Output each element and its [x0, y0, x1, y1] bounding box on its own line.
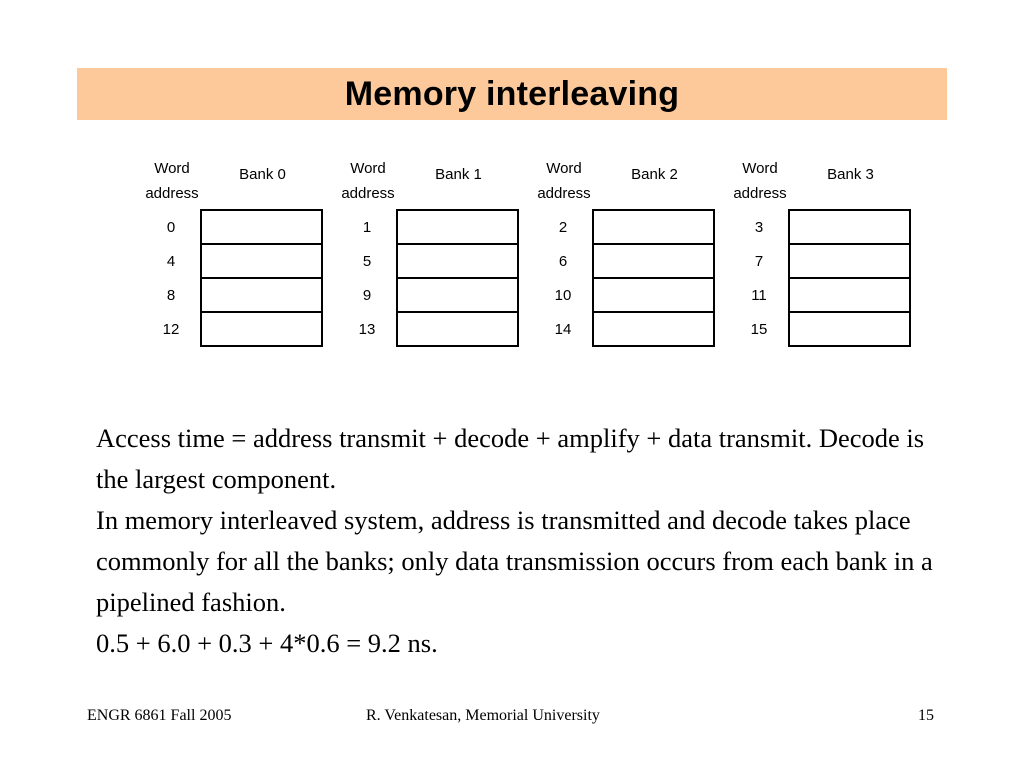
bank-3 — [728, 156, 908, 356]
memory-cell — [790, 279, 909, 313]
bank-cells — [396, 209, 519, 347]
footer-course: ENGR 6861 Fall 2005 — [87, 707, 232, 724]
word-label: Word — [742, 160, 778, 177]
word-address: 8 — [166, 287, 176, 304]
title-band — [77, 68, 947, 120]
memory-cell — [790, 211, 909, 245]
interleaved-system-paragraph: In memory interleaved system, address is transmitted and decode takes place commonly for all the banks; only data transmission occurs from each bank in a pipelined fashion. — [96, 505, 933, 617]
word-address-header — [728, 156, 792, 206]
word-label: Word — [546, 160, 582, 177]
address-label: address — [145, 185, 199, 202]
bank-label: Bank 2 — [631, 166, 678, 183]
bank-1 — [336, 156, 516, 356]
bank-cells — [592, 209, 715, 347]
bank-2 — [532, 156, 712, 356]
word-address: 0 — [166, 219, 176, 236]
interleaving-diagram — [140, 156, 930, 356]
slide-title: Memory interleaving — [344, 74, 680, 113]
address-label: address — [733, 185, 787, 202]
memory-cell — [594, 279, 713, 313]
bank-label: Bank 1 — [435, 166, 482, 183]
memory-cell — [398, 279, 517, 313]
bank-label: Bank 3 — [827, 166, 874, 183]
word-address: 13 — [358, 321, 376, 338]
slide-body — [96, 418, 936, 664]
memory-cell — [202, 211, 321, 245]
word-address-header — [336, 156, 400, 206]
word-address: 1 — [362, 219, 372, 236]
page-number: 15 — [918, 707, 934, 724]
bank-label: Bank 0 — [239, 166, 286, 183]
word-address: 9 — [362, 287, 372, 304]
word-address: 6 — [558, 253, 568, 270]
word-address: 7 — [754, 253, 764, 270]
memory-cell — [594, 313, 713, 347]
bank-cells — [200, 209, 323, 347]
memory-cell — [790, 313, 909, 347]
bank-0 — [140, 156, 320, 356]
memory-cell — [398, 313, 517, 347]
memory-cell — [594, 245, 713, 279]
memory-cell — [398, 245, 517, 279]
memory-cell — [202, 245, 321, 279]
memory-cell — [398, 211, 517, 245]
word-address: 14 — [554, 321, 572, 338]
word-address: 15 — [750, 321, 768, 338]
memory-cell — [202, 279, 321, 313]
memory-cell — [790, 245, 909, 279]
word-address-header — [140, 156, 204, 206]
bank-cells — [788, 209, 911, 347]
word-address: 4 — [166, 253, 176, 270]
footer-author: R. Venkatesan, Memorial University — [366, 707, 600, 724]
access-time-paragraph: Access time = address transmit + decode + amplify + data transmit. Decode is the largest component. — [96, 423, 925, 494]
address-label: address — [537, 185, 591, 202]
word-address: 10 — [554, 287, 572, 304]
word-address: 2 — [558, 219, 568, 236]
address-label: address — [341, 185, 395, 202]
word-label: Word — [350, 160, 386, 177]
word-address: 3 — [754, 219, 764, 236]
word-address: 12 — [162, 321, 180, 338]
memory-cell — [202, 313, 321, 347]
word-address: 11 — [751, 287, 767, 304]
word-address: 5 — [362, 253, 372, 270]
memory-cell — [594, 211, 713, 245]
word-label: Word — [154, 160, 190, 177]
access-time-calculation: 0.5 + 6.0 + 0.3 + 4*0.6 = 9.2 ns. — [96, 628, 438, 658]
word-address-header — [532, 156, 596, 206]
